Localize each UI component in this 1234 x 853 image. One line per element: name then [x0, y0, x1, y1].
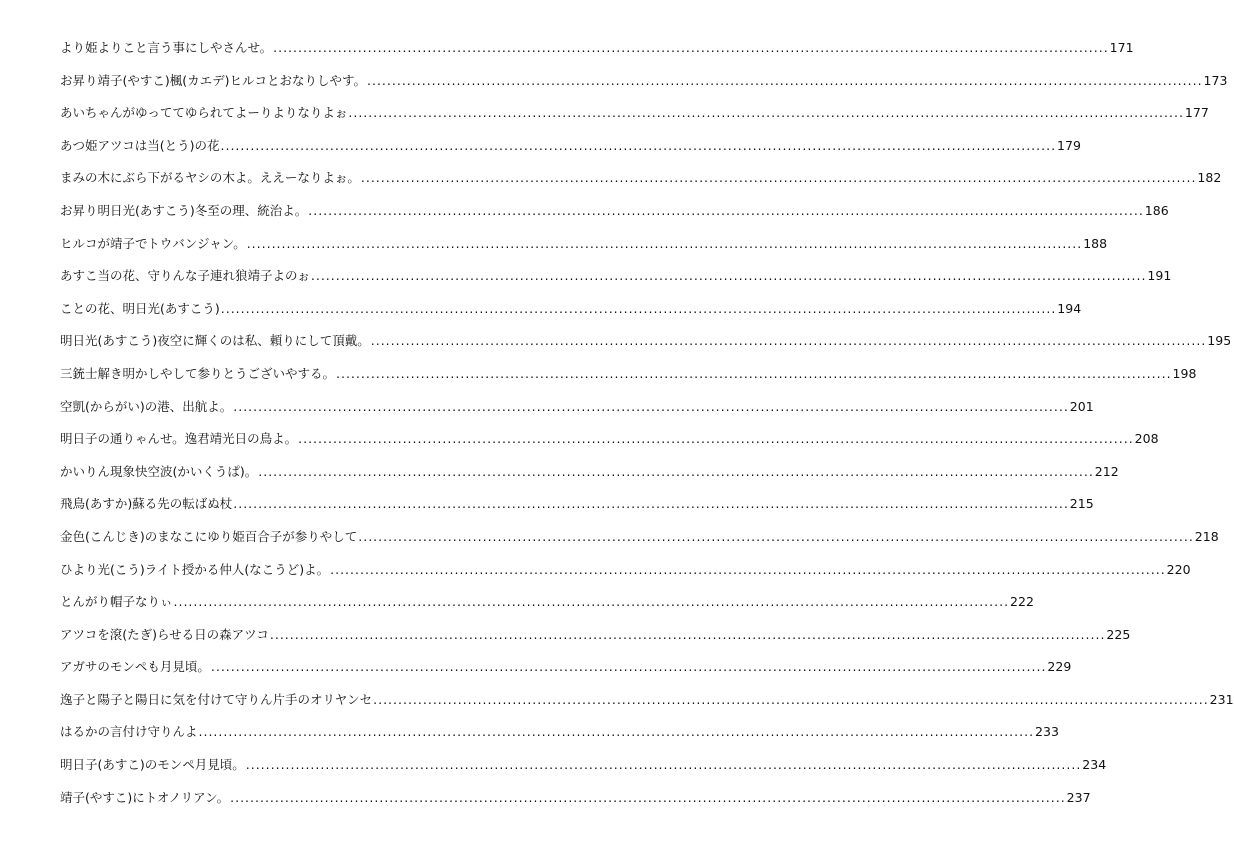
toc-entry-page: 218 [1194, 528, 1219, 544]
toc-dot-leader [174, 594, 1010, 609]
toc-dot-leader [221, 138, 1057, 153]
toc-entry [60, 429, 1159, 462]
toc-entry [60, 38, 1134, 71]
toc-entry-title: 三銃士解き明かしやして参りとうございやする。 [60, 365, 336, 381]
toc-entry-page: 186 [1144, 202, 1169, 218]
toc-entry [60, 722, 1059, 755]
toc-entry-page: 212 [1094, 463, 1119, 479]
toc-entry-title: かいりん現象快空波(かいくうぱ)。 [60, 463, 258, 479]
toc-entry [60, 462, 1119, 495]
toc-dot-leader [298, 431, 1134, 446]
toc-dot-leader [199, 724, 1035, 739]
toc-entry-title: お昇り明日光(あすこう)冬至の理、統治よ。 [60, 202, 308, 218]
toc-entry-title: ヒルコが靖子でトウバンジャン。 [60, 235, 246, 251]
toc-entry-page: 179 [1057, 137, 1081, 153]
toc-entry-page: 171 [1109, 40, 1134, 55]
toc-entry-page: 173 [1203, 72, 1228, 88]
toc-entry-page: 237 [1066, 789, 1091, 805]
toc-entry-title: 明日子の通りゃんせ。逸君靖光日の鳥よ。 [60, 431, 298, 447]
toc-entry [60, 397, 1094, 430]
toc-dot-leader [233, 399, 1069, 414]
toc-entry-title: 明日子(あすこ)のモンペ月見頃。 [60, 757, 245, 773]
toc-entry-page: 201 [1069, 398, 1094, 414]
toc-entry [60, 299, 1082, 332]
toc-entry [60, 103, 1209, 136]
toc-entry-page: 233 [1035, 724, 1059, 740]
toc-entry-page: 229 [1047, 659, 1072, 675]
toc-entry [60, 657, 1072, 690]
toc-entry-page: 194 [1057, 300, 1082, 316]
toc-entry [60, 690, 1234, 723]
toc-entry [60, 71, 1228, 104]
toc-entry-page: 222 [1010, 594, 1034, 610]
toc-entry [60, 201, 1169, 234]
toc-entry-title: 靖子(やすこ)にトオノリアン。 [60, 789, 230, 805]
toc-entry [60, 168, 1222, 201]
toc-entry-title: はるかの言付け守りんよ [60, 724, 198, 740]
toc-entry [60, 592, 1034, 625]
toc-entry-page: 234 [1082, 757, 1107, 773]
toc-entry-title: お昇り靖子(やすこ)楓(カエデ)ヒルコとおなりしやす。 [60, 72, 367, 88]
toc-entry-page: 225 [1106, 626, 1131, 642]
toc-entry-title: アガサのモンペも月見頃。 [60, 659, 210, 675]
toc-dot-leader [258, 464, 1094, 479]
toc-entry [60, 234, 1108, 267]
toc-entry-title: ことの花、明日光(あすこう) [60, 300, 220, 316]
toc-entry-title: あつ姫アツコは当(とう)の花 [60, 137, 220, 153]
toc-dot-leader [247, 236, 1083, 251]
toc-dot-leader [230, 790, 1066, 805]
toc-dot-leader [361, 170, 1197, 185]
table-of-contents [60, 38, 1234, 820]
toc-entry-title: 空凱(からがい)の港、出航よ。 [60, 398, 233, 414]
toc-entry [60, 755, 1107, 788]
toc-entry-title: 金色(こんじき)のまなこにゆり姫百合子が参りやして [60, 528, 358, 544]
toc-entry-title: あいちゃんがゆっててゆられてよーりよりなりよぉ [60, 105, 348, 121]
toc-entry-page: 195 [1207, 333, 1232, 349]
toc-entry-page: 215 [1069, 496, 1094, 512]
toc-dot-leader [311, 268, 1147, 283]
toc-entry-page: 182 [1197, 170, 1222, 186]
toc-entry-title: あすこ当の花、守りんな子連れ狼靖子よのぉ [60, 268, 310, 284]
toc-entry-title: より姫よりこと言う事にしやさんせ。 [60, 40, 273, 55]
toc-dot-leader [330, 562, 1166, 577]
toc-entry-title: ひより光(こう)ライト授かる仲人(なこうど)よ。 [60, 561, 330, 577]
toc-dot-leader [371, 333, 1207, 348]
toc-entry-page: 177 [1184, 105, 1209, 121]
toc-dot-leader [246, 757, 1082, 772]
toc-entry-page: 231 [1209, 691, 1234, 707]
toc-entry-title: まみの木にぶら下がるヤシの木よ。ええーなりよぉ。 [60, 170, 360, 186]
toc-entry-title: 明日光(あすこう)夜空に輝くのは私、頼りにして頂戴。 [60, 333, 370, 349]
toc-dot-leader [273, 40, 1109, 55]
toc-dot-leader [308, 203, 1144, 218]
toc-entry [60, 136, 1081, 169]
toc-dot-leader [373, 692, 1209, 707]
toc-entry [60, 625, 1131, 658]
toc-entry-page: 198 [1172, 365, 1197, 381]
toc-entry-title: アツコを滾(たぎ)らせる日の森アツコ [60, 626, 269, 642]
toc-dot-leader [367, 73, 1203, 88]
toc-entry [60, 494, 1094, 527]
toc-entry [60, 364, 1197, 397]
toc-dot-leader [211, 659, 1047, 674]
toc-dot-leader [348, 105, 1184, 120]
toc-entry [60, 527, 1219, 560]
toc-dot-leader [221, 301, 1057, 316]
toc-entry [60, 331, 1232, 364]
toc-dot-leader [336, 366, 1172, 381]
toc-entry [60, 560, 1191, 593]
toc-entry-title: 飛鳥(あすか)蘇る先の転ばぬ杖 [60, 496, 233, 512]
toc-dot-leader [233, 496, 1069, 511]
toc-dot-leader [358, 529, 1194, 544]
toc-entry-page: 220 [1166, 561, 1191, 577]
toc-entry [60, 266, 1172, 299]
toc-entry-title: 逸子と陽子と陽日に気を付けて守りん片手のオリヤンセ [60, 691, 373, 707]
toc-entry-page: 191 [1147, 268, 1172, 284]
toc-entry-title: とんがり帽子なりぃ [60, 594, 173, 610]
toc-entry-page: 208 [1134, 431, 1159, 447]
toc-entry [60, 788, 1091, 821]
toc-dot-leader [270, 627, 1106, 642]
toc-entry-page: 188 [1083, 235, 1108, 251]
